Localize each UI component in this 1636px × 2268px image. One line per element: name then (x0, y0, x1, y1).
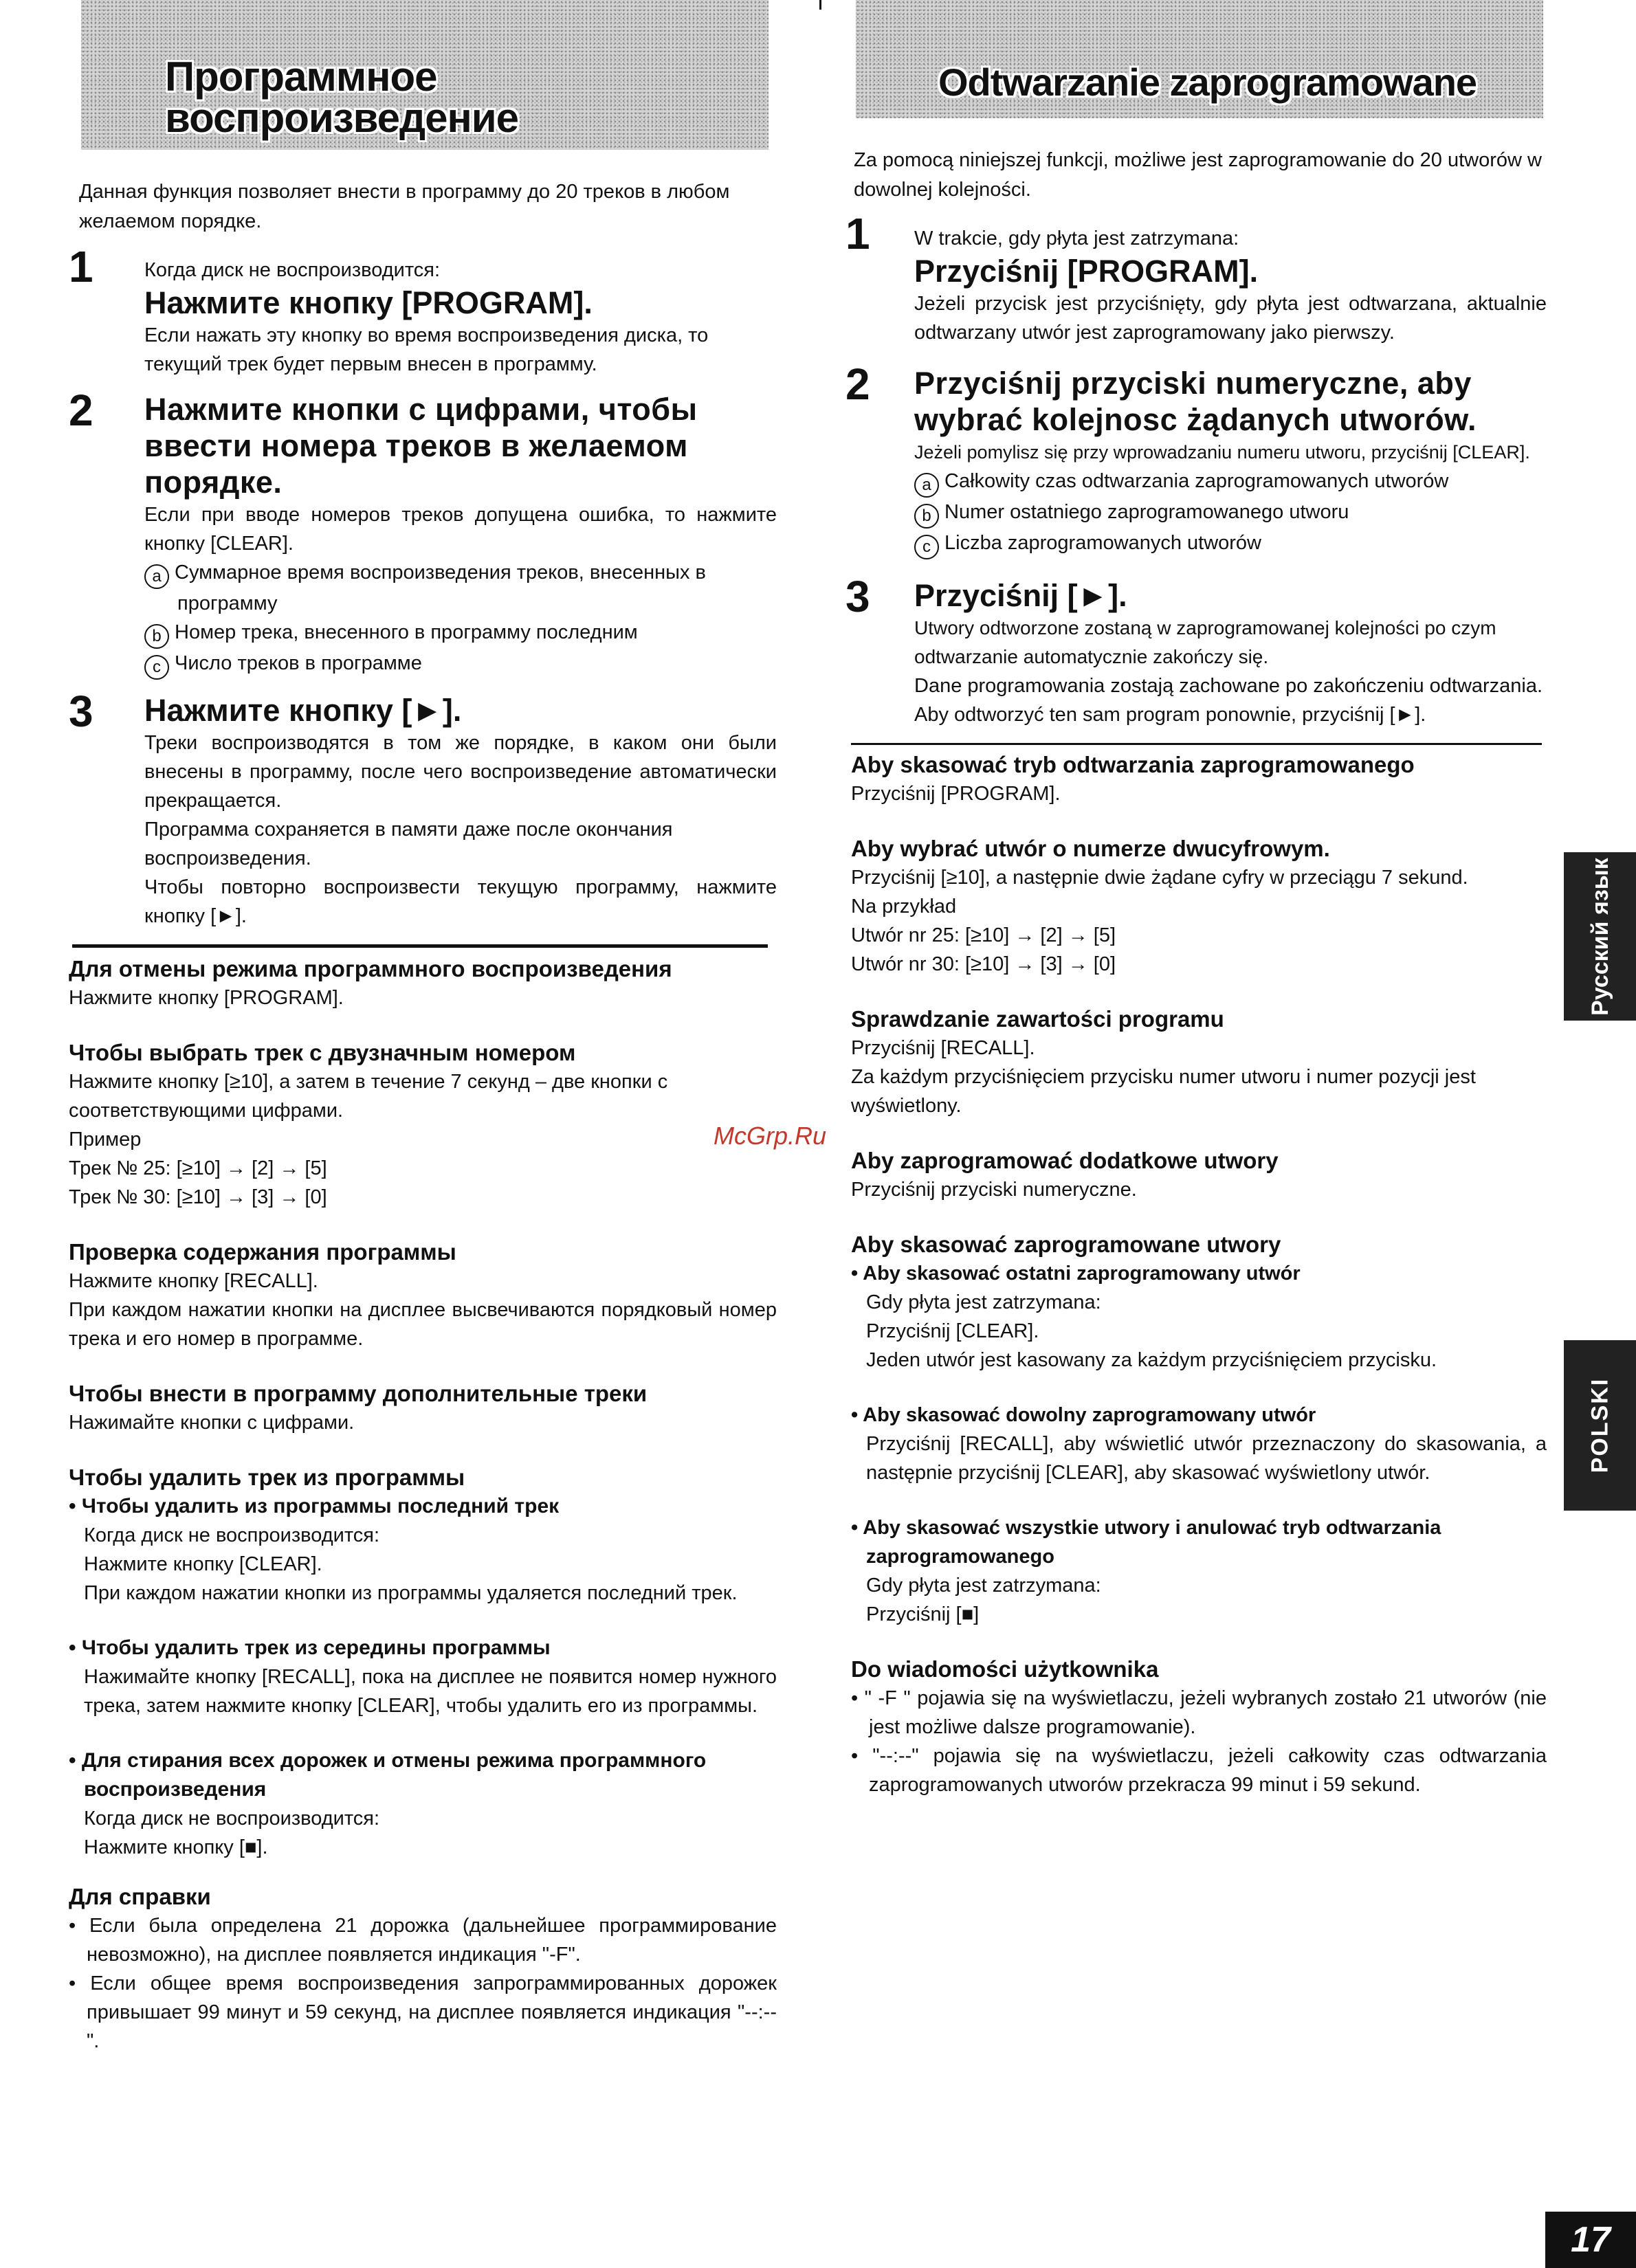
russian-intro: Данная функция позволяет внести в программу до 20 треков в любом желаемом порядке. (79, 181, 730, 232)
section-text: Пример (69, 1129, 142, 1150)
section-divider (851, 743, 1542, 745)
section-text: Нажимайте кнопки с цифрами. (69, 1412, 355, 1434)
bullet-text: Когда диск не воспроизводится: (84, 1808, 380, 1830)
sub-item-b (914, 498, 1547, 529)
bullet-title-text: Aby skasować ostatni zaprogramowany utwór (863, 1263, 1301, 1285)
section-text: Нажмите кнопку [≥10], а затем в течение 7 секунд – две кнопки с соответствующими цифрами. (69, 1071, 668, 1122)
bullet-text: Нажимайте кнопку [RECALL], пока на дисплее не появится номер нужного трека, затем нажмите кнопку [CLEAR], чтобы удалить его из программы. (84, 1666, 777, 1717)
watermark: McGrp.Ru (714, 1122, 827, 1150)
step-heading: Przyciśnij przyciski numeryczne, aby wybrać kolejnosc żądanych utworów. (914, 366, 1477, 437)
step-text: Треки воспроизводятся в том же порядке, в каком они были внесены в программу, после чего воспроизведение автоматически прекращается. (144, 732, 777, 812)
bullet-title: • Чтобы удалить трек из середины программы (69, 1636, 551, 1659)
russian-page-title: Программное воспроизведение (165, 54, 518, 141)
step-number: 2 (845, 359, 870, 409)
step-number: 3 (845, 572, 870, 621)
section-title: Проверка содержания программы (69, 1239, 456, 1265)
step-text: Jeżeli przycisk jest przyciśnięty, gdy płyta jest odtwarzana, aktualnie odtwarzany utwór jest zaprogramowany jako pierwszy. (914, 293, 1547, 344)
section-title: Для отмены режима программного воспроизведения (69, 956, 672, 981)
step-text: Если нажать эту кнопку во время воспроизведения диска, то текущий трек будет первым внесен в программу. (144, 324, 709, 375)
bullet-text: Jeden utwór jest kasowany za każdym przyciśnięciem przycisku. (866, 1349, 1437, 1371)
step-number: 1 (845, 209, 870, 258)
section-text: Трек № 30: [≥10] → [3] → [0] (69, 1186, 327, 1208)
polish-intro: Za pomocą niniejszej funkcji, możliwe jest zaprogramowanie do 20 utworów w dowolnej kolejności. (854, 149, 1542, 201)
bullet-title: • Чтобы удалить из программы последний трек (69, 1495, 560, 1517)
section-text: Na przykład (851, 896, 957, 918)
bullet-text: Нажмите кнопку [CLEAR]. (84, 1553, 322, 1575)
sub-item-text: Номер трека, внесенного в программу последним (175, 621, 638, 643)
note-bullet: • Если была определена 21 дорожка (дальнейшее программирование невозможно), на дисплее появляется индикация "-F". (69, 1915, 777, 1966)
step-text: Dane programowania zostają zachowane po zakończeniu odtwarzania. (914, 675, 1543, 697)
polish-title-banner (856, 0, 1543, 118)
russian-sections (69, 955, 777, 2056)
russian-step-1 (69, 242, 777, 379)
polish-page-title: Odtwarzanie zaprogramowane (938, 60, 1477, 104)
bullet-title-text: Чтобы удалить трек из середины программы (81, 1636, 551, 1659)
note-bullet: • " -F " pojawia się na wyświetlaczu, jeżeli wybranych zostało 21 utworów (nie jest możliwe dalsze programowanie). (851, 1687, 1547, 1738)
step-text: Utwory odtworzone zostaną w zaprogramowanej kolejności po czym odtwarzanie automatycznie zakończy się. (914, 617, 1496, 667)
polish-step-2 (845, 359, 1547, 559)
bullet-title-text: Aby skasować dowolny zaprogramowany utwór (863, 1404, 1316, 1426)
russian-step-3 (69, 687, 777, 931)
step-text: Aby odtworzyć ten sam program ponownie, przyciśnij [►]. (914, 704, 1426, 726)
bullet-title-text: Aby skasować wszystkie utwory i anulować tryb odtwarzania zaprogramowanego (863, 1517, 1441, 1568)
step-precondition: Когда диск не воспроизводится: (144, 259, 441, 281)
bullet-text: Нажмите кнопку [■]. (84, 1836, 268, 1858)
top-crop-mark (819, 0, 821, 10)
russian-title-banner (81, 0, 769, 150)
polish-column (845, 0, 1547, 1799)
bullet-text: Przyciśnij [CLEAR]. (866, 1320, 1039, 1342)
section-text: Przyciśnij [RECALL]. (851, 1037, 1035, 1059)
sub-item-c (914, 529, 1547, 559)
note-text: Если общее время воспроизведения запрограммированных дорожек привышает 99 минут и 59 секунд, на дисплее появляется индикация "--:--". (87, 1972, 777, 2052)
sub-item-text: Liczba zaprogramowanych utworów (944, 532, 1261, 554)
section-title: Чтобы выбрать трек с двузначным номером (69, 1040, 576, 1065)
section-text: Utwór nr 25: [≥10] → [2] → [5] (851, 924, 1116, 946)
bullet-text: Gdy płyta jest zatrzymana: (866, 1291, 1101, 1313)
bullet-text: Przyciśnij [RECALL], aby wświetlić utwór przeznaczony do skasowania, a następnie przyciśnij [CLEAR], aby skasować wyświetlony utwór. (866, 1433, 1547, 1484)
step-number: 1 (69, 242, 93, 291)
language-tab-polish (1564, 1340, 1636, 1511)
tab-label: POLSKI (1587, 1377, 1613, 1474)
note-bullet: • Если общее время воспроизведения запрограммированных дорожек привышает 99 минут и 59 секунд, на дисплее появляется индикация "--:--". (69, 1972, 777, 2052)
bullet-title: • Aby skasować wszystkie utwory i anulować tryb odtwarzania zaprogramowanego (851, 1517, 1441, 1568)
section-text: При каждом нажатии кнопки на дисплее высвечиваются порядковый номер трека и его номер в программе. (69, 1299, 777, 1350)
bullet-text: Когда диск не воспроизводится: (84, 1524, 380, 1546)
bullet-text: При каждом нажатии кнопки из программы удаляется последний трек. (84, 1582, 738, 1604)
sub-item-b (144, 618, 777, 649)
section-text: Za każdym przyciśnięciem przycisku numer utworu i numer pozycji jest wyświetlony. (851, 1066, 1476, 1117)
section-title: Чтобы удалить трек из программы (69, 1465, 465, 1490)
section-title: Sprawdzanie zawartości programu (851, 1006, 1224, 1032)
sub-item-text: Całkowity czas odtwarzania zaprogramowanych utworów (944, 470, 1449, 492)
bullet-text: Gdy płyta jest zatrzymana: (866, 1575, 1101, 1597)
polish-sections (851, 751, 1547, 1799)
step-heading: Przyciśnij [►]. (914, 578, 1127, 613)
note-text: Если была определена 21 дорожка (дальнейшее программирование невозможно), на дисплее появляется индикация "-F". (87, 1915, 777, 1966)
bullet-title: • Aby skasować dowolny zaprogramowany utwór (851, 1404, 1316, 1426)
bullet-title: • Aby skasować ostatni zaprogramowany utwór (851, 1263, 1301, 1285)
polish-step-1 (845, 209, 1547, 347)
section-text: Przyciśnij [PROGRAM]. (851, 783, 1061, 805)
step-text: Чтобы повторно воспроизвести текущую программу, нажмите кнопку [►]. (144, 876, 777, 927)
page-number: 17 (1545, 2212, 1636, 2268)
section-title: Aby skasować zaprogramowane utwory (851, 1232, 1281, 1257)
step-number: 2 (69, 386, 93, 435)
note-text: " -F " pojawia się na wyświetlaczu, jeżeli wybranych zostało 21 utworów (nie jest możliwe dalsze programowanie). (864, 1687, 1547, 1738)
section-title: Aby wybrać utwór o numerze dwucyfrowym. (851, 836, 1330, 861)
section-title: Для справки (69, 1884, 211, 1909)
polish-step-3 (845, 572, 1547, 729)
section-text: Utwór nr 30: [≥10] → [3] → [0] (851, 953, 1116, 975)
bullet-text: Przyciśnij [■] (866, 1603, 980, 1625)
letter-b-mark: b (144, 624, 169, 649)
section-text: Przyciśnij przyciski numeryczne. (851, 1179, 1137, 1201)
letter-b-mark: b (914, 504, 939, 529)
sub-item-a (914, 467, 1547, 498)
step-heading: Нажмите кнопку [►]. (144, 693, 462, 728)
bullet-title-text: Чтобы удалить из программы последний трек (81, 1495, 560, 1517)
tab-label: Русский язык (1587, 857, 1613, 1016)
sub-item-a (144, 558, 777, 618)
section-divider (72, 944, 768, 948)
note-bullet: • "--:--" pojawia się na wyświetlaczu, jeżeli całkowity czas odtwarzania zaprogramowanych utworów przekracza 99 minut i 59 sekund. (851, 1745, 1547, 1796)
letter-c-mark: c (144, 655, 169, 680)
letter-a-mark: a (144, 564, 169, 589)
step-precondition: W trakcie, gdy płyta jest zatrzymana: (914, 227, 1239, 249)
sub-item-text: Число треков в программе (175, 652, 422, 674)
step-text: Программа сохраняется в памяти даже после окончания воспроизведения. (144, 819, 673, 869)
note-text: "--:--" pojawia się na wyświetlaczu, jeżeli całkowity czas odtwarzania zaprogramowanych utworów przekracza 99 minut i 59 sekund. (869, 1745, 1547, 1796)
letter-a-mark: a (914, 473, 939, 498)
bullet-title: • Для стирания всех дорожек и отмены режима программного воспроизведения (69, 1749, 707, 1801)
sub-item-c (144, 649, 777, 680)
sub-item-text: Numer ostatniego zaprogramowanego utworu (944, 501, 1349, 523)
sub-item-text: Суммарное время воспроизведения треков, внесенных в программу (175, 562, 706, 614)
bullet-title-text: Для стирания всех дорожек и отмены режима программного воспроизведения (81, 1749, 707, 1801)
step-text: Если при вводе номеров треков допущена ошибка, то нажмите кнопку [CLEAR]. (144, 504, 777, 555)
letter-c-mark: c (914, 535, 939, 559)
section-title: Чтобы внести в программу дополнительные треки (69, 1381, 648, 1406)
section-text: Przyciśnij [≥10], a następnie dwie żądane cyfry w przeciągu 7 sekund. (851, 867, 1468, 889)
russian-step-2 (69, 386, 777, 680)
language-tab-russian (1564, 852, 1636, 1021)
section-title: Aby skasować tryb odtwarzania zaprogramowanego (851, 752, 1415, 777)
step-text: Jeżeli pomylisz się przy wprowadzaniu numeru utworu, przyciśnij [CLEAR]. (914, 442, 1530, 463)
russian-column (69, 0, 777, 2056)
section-text: Нажмите кнопку [PROGRAM]. (69, 987, 344, 1009)
section-text: Трек № 25: [≥10] → [2] → [5] (69, 1157, 327, 1179)
section-title: Aby zaprogramować dodatkowe utwory (851, 1148, 1279, 1173)
section-text: Нажмите кнопку [RECALL]. (69, 1270, 318, 1292)
step-heading: Нажмите кнопку [PROGRAM]. (144, 285, 593, 320)
step-heading: Przyciśnij [PROGRAM]. (914, 254, 1259, 289)
section-title: Do wiadomości użytkownika (851, 1656, 1159, 1682)
step-heading: Нажмите кнопки с цифрами, чтобы ввести номера треков в желаемом порядке. (144, 392, 698, 500)
step-number: 3 (69, 687, 93, 736)
